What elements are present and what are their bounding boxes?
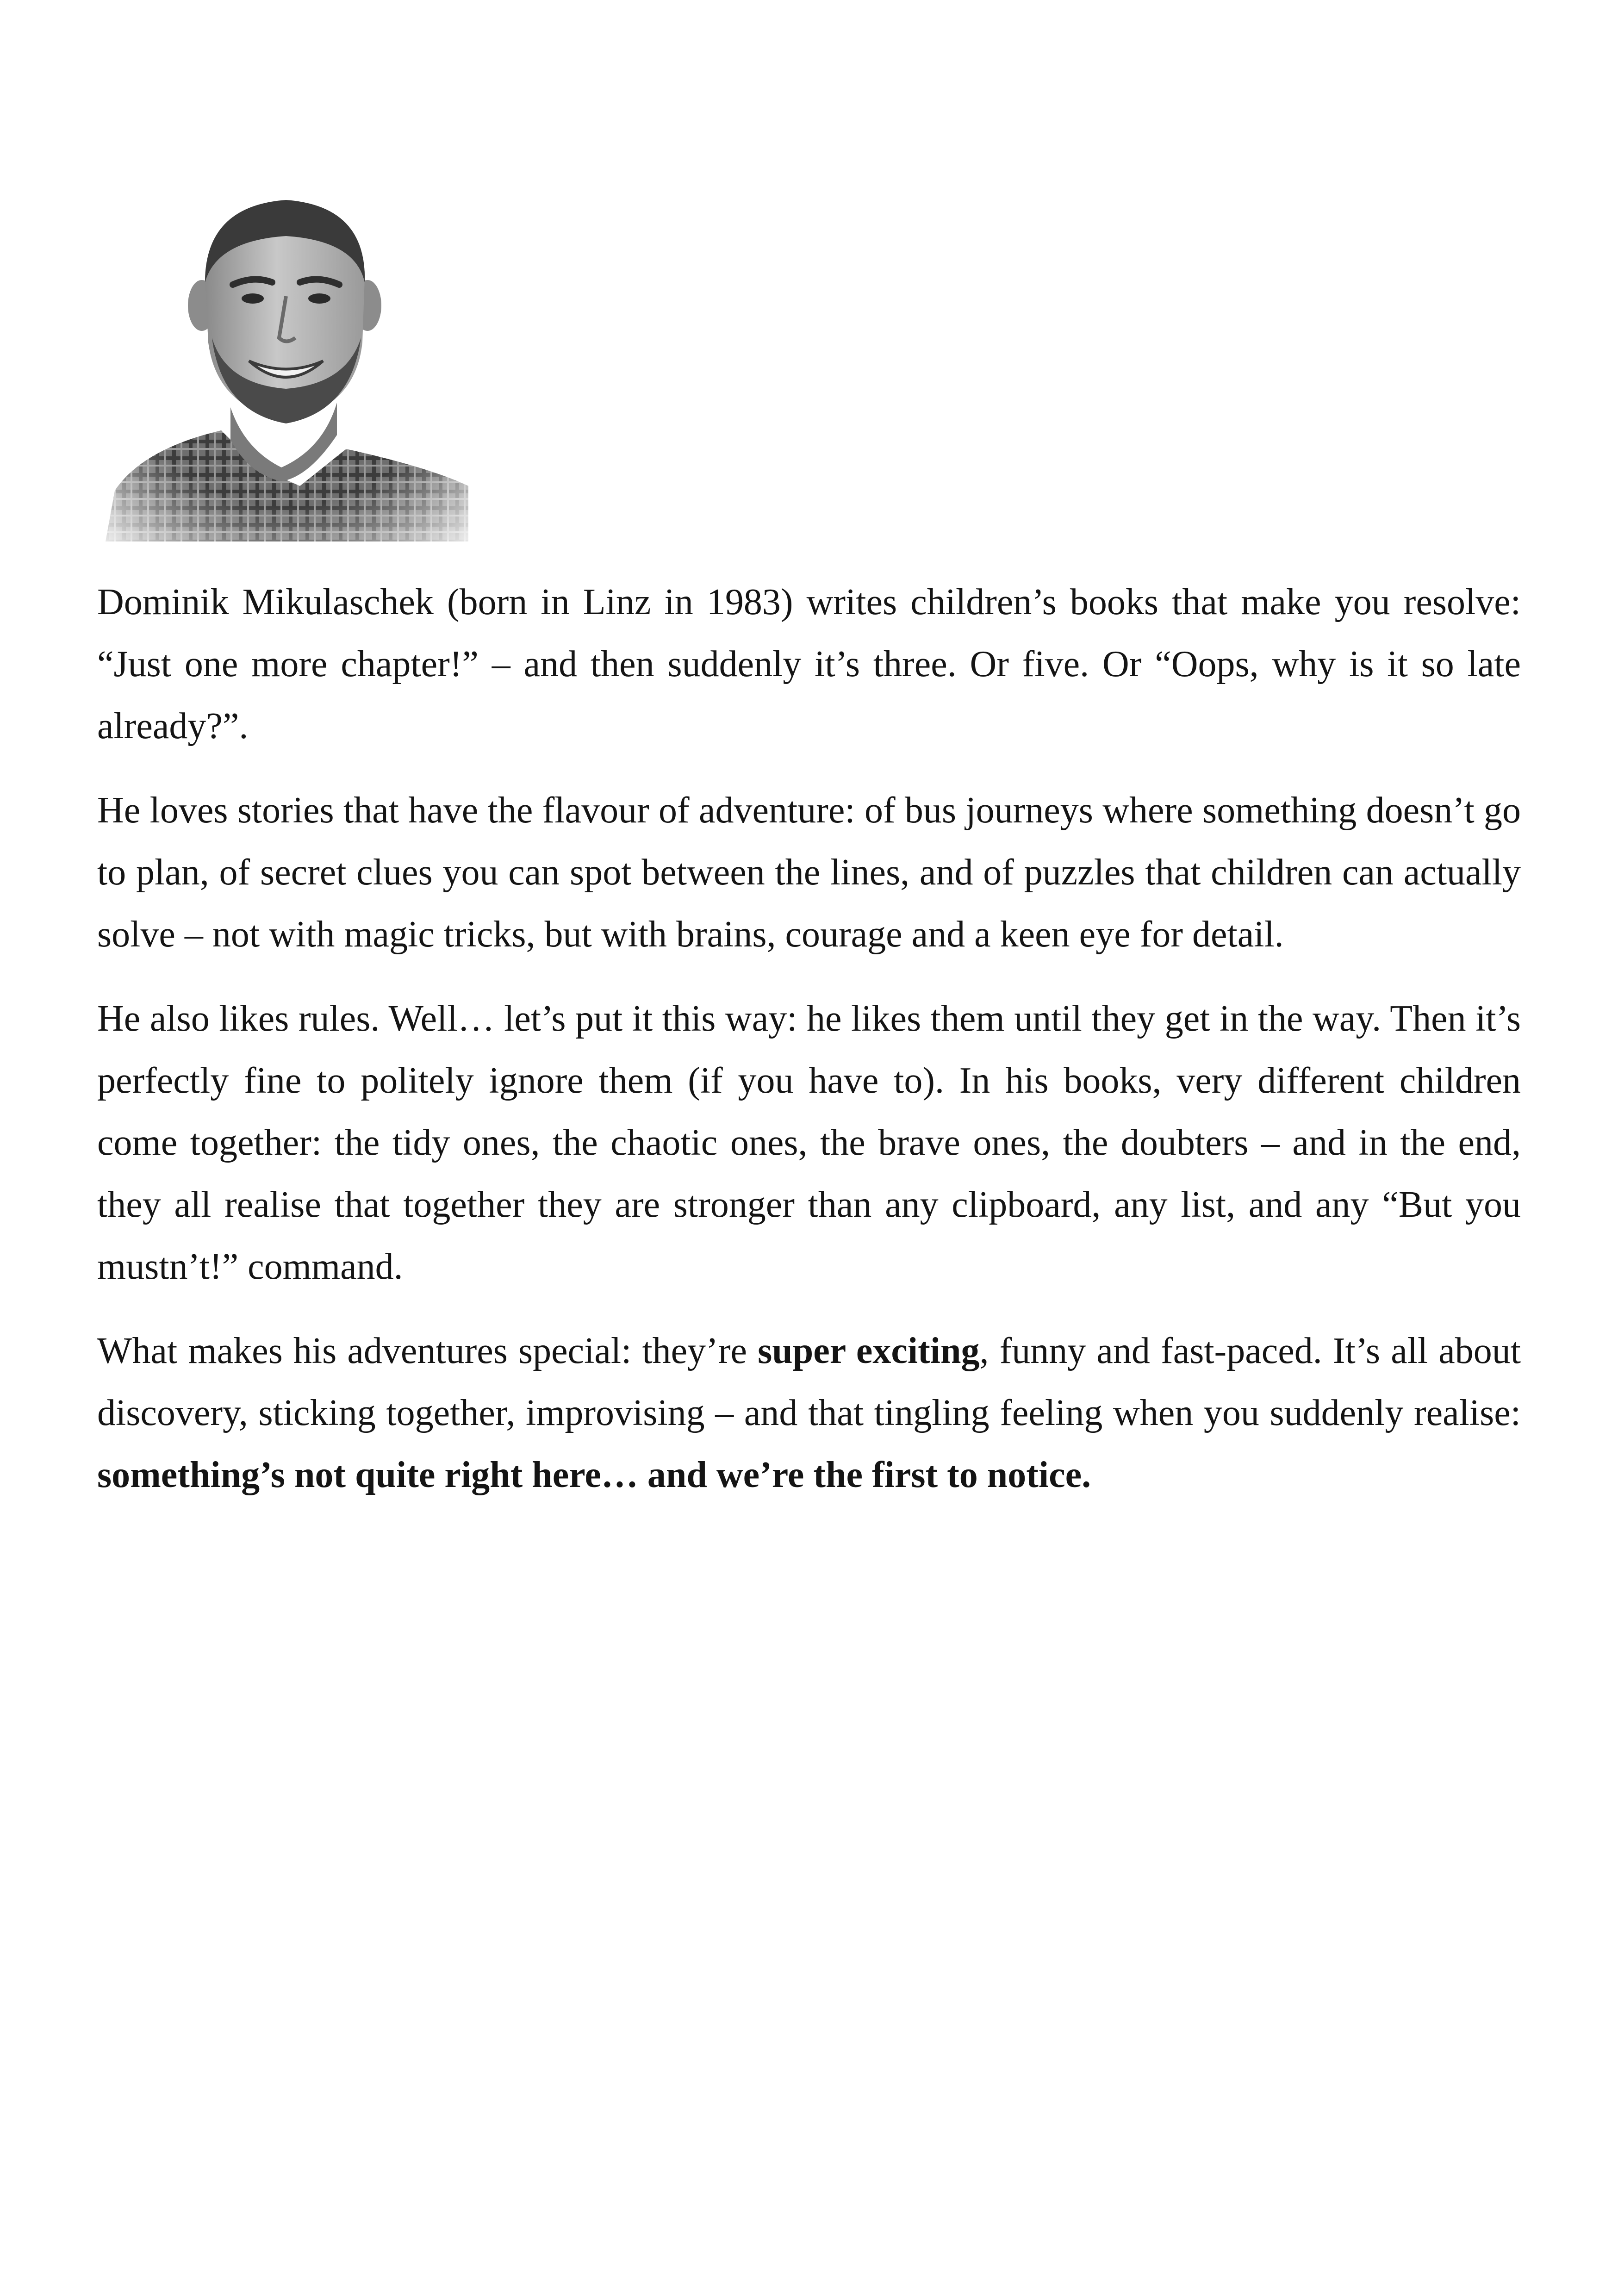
- author-biography: [97, 571, 1521, 1528]
- bio-paragraph-4: [97, 1320, 1521, 1506]
- bio-paragraph-3: He also likes rules. Well… let’s put it this way: he likes them until they get in the way. Then it’s perfectly fine to politely ignore them (if you have to). In his books, very different children come together: the tidy ones, the chaotic ones, the brave ones, the doubters – and in the end, they all realise that together they are stronger than any clipboard, any list, and any “But you mustn’t!” command.: [97, 998, 1521, 1287]
- author-portrait-icon: [106, 190, 468, 541]
- bio-paragraph-4-text-c: , funny and fast-paced. It’s all about discovery, sticking together, improvising – and that tingling feeling when you suddenly realise:: [97, 1331, 1521, 1433]
- bio-paragraph-1: Dominik Mikulaschek (born in Linz in 1983) writes children’s books that make you resolve: “Just one more chapter!” – and then suddenly it’s three. Or five. Or “Oops, why is it so late already?”.: [97, 582, 1521, 747]
- bio-paragraph-4-text-a: What makes his adventures special: they’re: [97, 1331, 758, 1371]
- bio-emphasis-closing: something’s not quite right here… and we’re the first to notice.: [97, 1455, 1091, 1495]
- bio-paragraph-2: He loves stories that have the flavour of adventure: of bus journeys where something doesn’t go to plan, of secret clues you can spot between the lines, and of puzzles that children can actually solve – not with magic tricks, but with brains, courage and a keen eye for detail.: [97, 790, 1521, 955]
- author-portrait: [106, 190, 468, 541]
- bio-emphasis-super-exciting: super exciting: [758, 1331, 980, 1371]
